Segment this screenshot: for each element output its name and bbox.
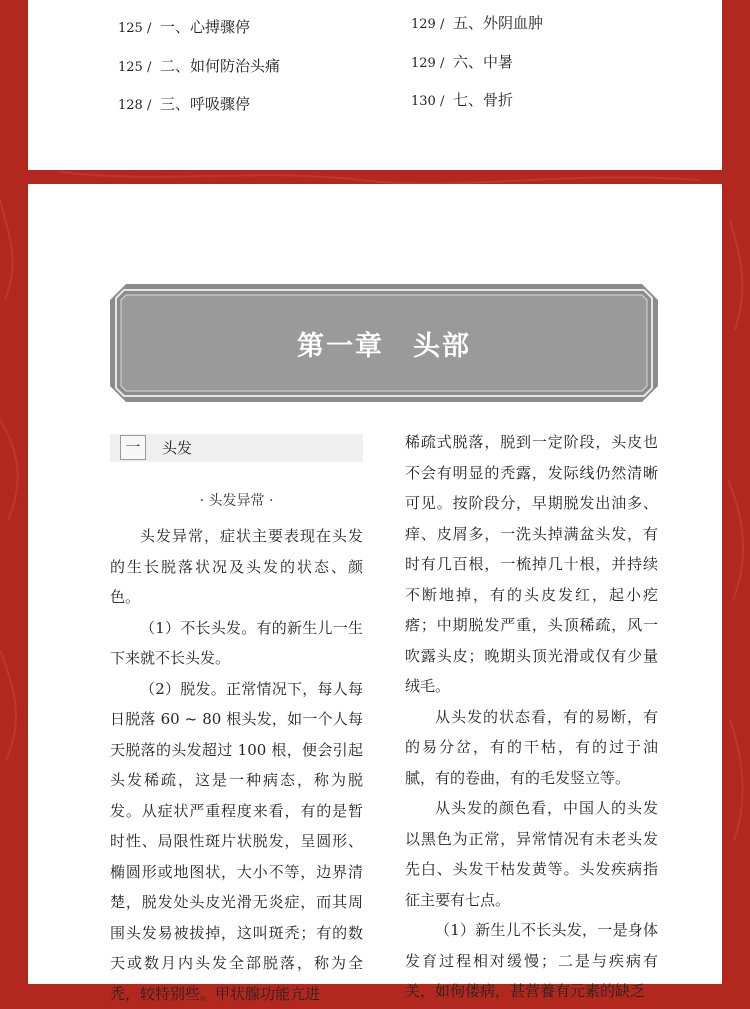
toc-title: 五、外阴血肿 bbox=[453, 14, 543, 32]
paragraph: 从头发的颜色看，中国人的头发以黑色为正常，异常情况有未老头发先白、头发干枯发黄等。头发疾病指征主要有七点。 bbox=[405, 793, 658, 915]
toc-entry[interactable] bbox=[411, 12, 543, 33]
toc-title: 二、如何防治头痛 bbox=[160, 57, 280, 75]
section-number: 一 bbox=[120, 435, 146, 460]
paragraph: （2）脱发。正常情况下，每人每日脱落 60 ~ 80 根头发，如一个人每天脱落的头发超过 100 根，便会引起头发稀疏，这是一种病态，称为脱发。从症状严重程度来看，有的是暂时性、局限性斑片状脱发，呈圆形、椭圆形或地图状，大小不等，边界清楚，脱发处头皮光滑无炎症，而其周围头发易被拔掉，这叫斑秃；有的数天或数月内头发全部脱落，称为全秃，较特别些。甲状腺功能亢进 bbox=[110, 674, 363, 1009]
paragraph: （1）新生儿不长头发，一是身体发育过程相对缓慢；二是与疾病有关，如佝偻病，甚营養有元素的缺乏 bbox=[405, 915, 658, 1007]
section-title: 头发 bbox=[162, 437, 192, 458]
section-heading bbox=[110, 434, 363, 462]
toc-entry[interactable] bbox=[118, 16, 250, 37]
toc-entry[interactable] bbox=[118, 93, 250, 114]
right-column bbox=[405, 427, 658, 1007]
paragraph: 从头发的状态看，有的易断，有的易分岔，有的干枯，有的过于油腻，有的卷曲，有的毛发竖立等。 bbox=[405, 702, 658, 794]
chapter-page bbox=[28, 184, 722, 984]
chapter-banner bbox=[110, 284, 658, 402]
paragraph: 头发异常，症状主要表现在头发的生长脱落状况及头发的状态、颜色。 bbox=[110, 521, 363, 613]
toc-title: 六、中暑 bbox=[453, 53, 513, 71]
toc-page-number: 129 / bbox=[411, 56, 453, 71]
subheading: · 头发异常 · bbox=[110, 490, 363, 510]
chapter-title: 第一章 头部 bbox=[110, 284, 658, 402]
toc-page-number: 125 / bbox=[118, 60, 160, 75]
toc-title: 一、心搏骤停 bbox=[160, 18, 250, 36]
toc-title: 三、呼吸骤停 bbox=[160, 95, 250, 113]
left-column bbox=[110, 521, 363, 1009]
toc-title: 七、骨折 bbox=[453, 91, 513, 109]
toc-entry[interactable] bbox=[118, 55, 280, 76]
toc-entry[interactable] bbox=[411, 89, 513, 110]
toc-page bbox=[28, 0, 722, 170]
toc-page-number: 129 / bbox=[411, 17, 453, 32]
toc-entry[interactable] bbox=[411, 51, 513, 72]
paragraph: 稀疏式脱落，脱到一定阶段，头皮也不会有明显的秃露，发际线仍然清晰可见。按阶段分，早期脱发出油多、痒、皮屑多，一洗头掉满盆头发，有时有几百根，一梳掉几十根，并持续不断地掉，有的头皮发红，起小疙瘩；中期脱发严重，头顶稀疏，风一吹露头皮；晚期头顶光滑或仅有少量绒毛。 bbox=[405, 427, 658, 702]
toc-page-number: 130 / bbox=[411, 94, 453, 109]
toc-page-number: 128 / bbox=[118, 98, 160, 113]
paragraph: （1）不长头发。有的新生儿一生下来就不长头发。 bbox=[110, 613, 363, 674]
toc-page-number: 125 / bbox=[118, 21, 160, 36]
